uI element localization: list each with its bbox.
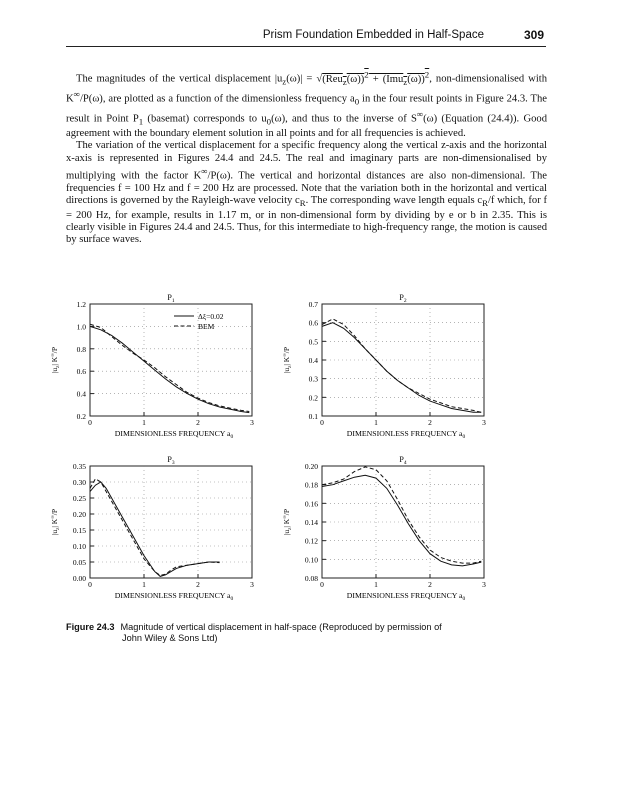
chart-title: $P_2$ — [399, 293, 407, 304]
x-tick-label: 3 — [482, 418, 486, 427]
x-axis-label: DIMENSIONLESS FREQUENCY $a_0$ — [114, 591, 234, 602]
series-line-fem — [322, 323, 481, 413]
y-tick-label: 0.12 — [304, 536, 318, 546]
y-axis-label: $|u_z|$ K∞/P — [50, 346, 61, 374]
series-line-fem — [90, 326, 249, 412]
y-tick-label: 0.6 — [308, 318, 318, 328]
y-axis-label: $|u_z|$ K∞/P — [282, 346, 293, 374]
y-tick-label: 0.5 — [308, 337, 318, 347]
y-tick-label: 1.2 — [76, 300, 86, 309]
y-tick-label: 0.15 — [72, 526, 86, 535]
y-tick-label: 0.7 — [308, 300, 318, 309]
x-tick-label: 0 — [320, 418, 324, 427]
caption-text-2: John Wiley & Sons Ltd) — [122, 633, 218, 643]
y-tick-label: 0.8 — [76, 344, 86, 354]
y-tick-label: 0.20 — [72, 510, 86, 519]
y-tick-label: 0.30 — [72, 478, 86, 487]
y-tick-label: 0.14 — [304, 518, 318, 527]
chart-title: $P_4$ — [399, 455, 407, 466]
y-tick-label: 0.10 — [72, 542, 86, 551]
y-tick-label: 0.08 — [304, 574, 318, 583]
y-tick-label: 0.20 — [304, 462, 318, 471]
y-tick-label: 0.35 — [72, 462, 86, 471]
y-axis-label: $|u_z|$ K∞/P — [50, 508, 61, 536]
x-tick-label: 3 — [250, 580, 254, 589]
figure-caption — [66, 622, 547, 644]
chart-panel-3 — [50, 455, 254, 602]
series-line-bem — [322, 467, 481, 563]
plot-frame — [90, 304, 252, 416]
y-tick-label: 0.1 — [308, 412, 318, 421]
body-text — [66, 68, 547, 247]
y-tick-label: 0.05 — [72, 558, 86, 567]
chart-title: $P_3$ — [167, 455, 175, 466]
chart-panel-4 — [282, 455, 486, 602]
plot-frame — [90, 466, 252, 578]
y-tick-label: 0.2 — [76, 412, 86, 421]
x-tick-label: 2 — [196, 418, 200, 427]
x-tick-label: 1 — [142, 580, 146, 589]
series-line-bem — [322, 319, 481, 412]
y-tick-label: 0.00 — [72, 574, 86, 583]
x-tick-label: 1 — [142, 418, 146, 427]
legend-label-solid: Δξ=0.02 — [198, 312, 224, 321]
x-axis-label: DIMENSIONLESS FREQUENCY $a_0$ — [114, 429, 234, 440]
page-number: 309 — [523, 28, 544, 42]
caption-label: Figure 24.3 — [66, 622, 115, 632]
x-axis-label: DIMENSIONLESS FREQUENCY $a_0$ — [346, 591, 466, 602]
x-tick-label: 3 — [482, 580, 486, 589]
figure-24-3 — [40, 290, 560, 620]
x-tick-label: 3 — [250, 418, 254, 427]
y-tick-label: 1.0 — [76, 322, 86, 332]
chart-panel-2 — [282, 293, 486, 440]
chart-title: $P_1$ — [167, 293, 175, 304]
running-title: Prism Foundation Embedded in Half-Space — [262, 29, 484, 41]
y-tick-label: 0.25 — [72, 494, 86, 503]
y-tick-label: 0.18 — [304, 480, 318, 490]
x-tick-label: 2 — [428, 580, 432, 589]
figure-svg — [40, 290, 560, 620]
series-line-fem — [322, 475, 481, 566]
x-tick-label: 2 — [196, 580, 200, 589]
caption-text-1: Magnitude of vertical displacement in half-space (Reproduced by permission of — [120, 622, 442, 632]
x-axis-label: DIMENSIONLESS FREQUENCY $a_0$ — [346, 429, 466, 440]
x-tick-label: 0 — [88, 418, 92, 427]
x-tick-label: 0 — [320, 580, 324, 589]
y-tick-label: 0.2 — [308, 393, 318, 403]
y-tick-label: 0.4 — [308, 356, 318, 365]
x-tick-label: 0 — [88, 580, 92, 589]
y-tick-label: 0.3 — [308, 374, 318, 384]
y-tick-label: 0.10 — [304, 555, 318, 565]
x-tick-label: 1 — [374, 580, 378, 589]
y-tick-label: 0.16 — [304, 499, 318, 509]
paragraph-2: The variation of the vertical displacement for a specific frequency along the vertical z-axis and the horizontal x-axis is represented in Figures 24.4 and 24.5. The real and imaginary parts are non-dimensionalised by multiplying with the factor K∞/P(ω). The vertical and horizontal distances are also non-dimensional. The frequencies f = 100 Hz and f = 200 Hz are processed. Note that the variation both in the horizontal and vertical directions is governed by the Rayleigh-wave velocity $c_R$. The corresponding wave length equals $c_R/f$ which, for f = 200 Hz, for example, results in 1.17 m, or in non-dimensional form by dividing by e or b in 2.35. This is clearly visible in Figures 24.4 and 24.5. Thus, for this intermediate to high-frequency range, the motion is caused by surface waves. — [66, 140, 547, 246]
y-tick-label: 0.6 — [76, 367, 86, 377]
x-tick-label: 2 — [428, 418, 432, 427]
y-axis-label: $|u_z|$ K∞/P — [282, 508, 293, 536]
y-tick-label: 0.4 — [76, 389, 86, 399]
legend-label-dashed: BEM — [198, 322, 215, 331]
x-tick-label: 1 — [374, 418, 378, 427]
paragraph-1: The magnitudes of the vertical displacement $|u_z(\omega)| = √(Reu_z(\omega))^2 + (Imu_z(\omega))^2$, non-dimensionalised with K∞/P(ω), are plotted as a function of the dimensionless frequency $a_0$ in the four result points in Figure 24.3. The result in Point $P_1$ (basemat) corresponds to $u_0(\omega)$, and thus to the inverse of S∞(ω) (Equation (24.4)). Good agreement with the boundary element solution in all points and for all frequencies is achieved. — [66, 69, 548, 139]
chart-panel-1 — [50, 293, 254, 440]
running-header — [66, 28, 546, 47]
